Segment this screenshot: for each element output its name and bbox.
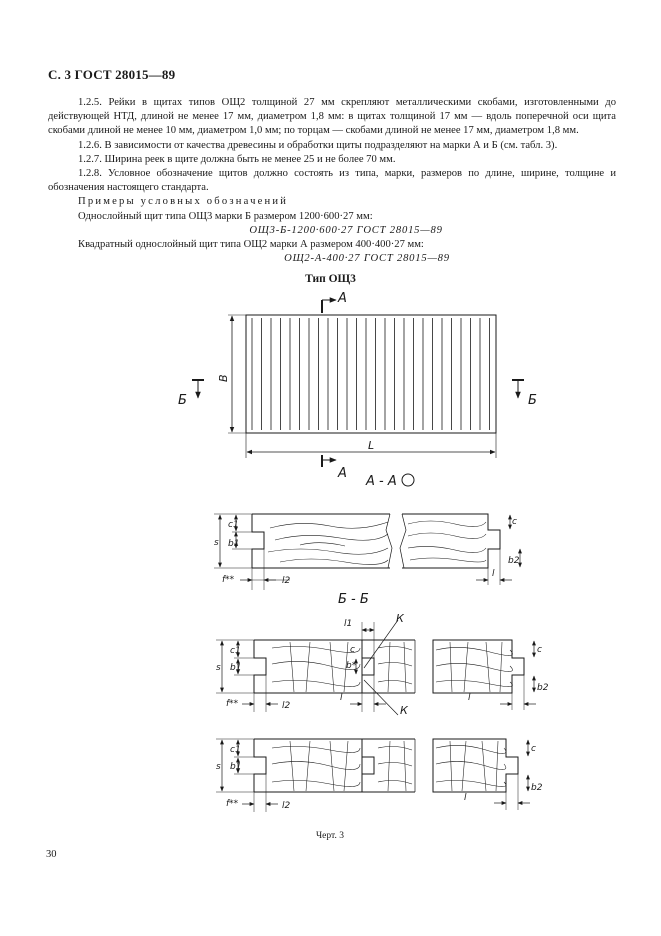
bb1-label-b1: b1 — [230, 663, 242, 673]
section-bb-upper — [216, 620, 536, 715]
bb2-right-grain — [436, 741, 506, 791]
label-b-left: Б — [178, 393, 187, 408]
bb1-label-f: f** — [226, 699, 239, 709]
designation-1: ОЩ3-Б-1200·600·27 ГОСТ 28015—89 — [249, 224, 443, 236]
circle-mark — [402, 474, 414, 486]
aa-right-grain — [408, 521, 486, 562]
bb1-label-k-bottom: К — [400, 704, 408, 717]
bb2-label-b1: b1 — [230, 762, 242, 772]
paragraph-1-2-7: 1.2.7. Ширина реек в щите должна быть не менее 25 и не более 70 мм. — [78, 153, 396, 165]
example-1-text: Однослойный щит типа ОЩ3 марки Б размером 1200·600·27 мм: — [78, 210, 373, 222]
bb2-label-c: c — [531, 744, 536, 754]
paragraph-1-2-8: 1.2.8. Условное обозначение щитов должно состоять из типа, марки, размеров по длине, ширине, толщине и обозначения настоящего стандарта. — [48, 168, 616, 194]
bb1-label-l1: l1 — [344, 619, 353, 629]
section-bb-lower — [216, 739, 530, 812]
bb1-label-l: l — [340, 693, 343, 703]
aa-label-l2: l2 — [282, 576, 291, 586]
bb1-right-grain — [436, 642, 513, 692]
plan-view — [192, 300, 524, 467]
paragraph-1-2-5: 1.2.5. Рейки в щитах типов ОЩ2 толщиной 27 мм скрепляют металлическими скобами, изготовленными до действующей НТД, длиной не менее 17 мм, диаметром 1,8 мм: в щитах толщиной 17 мм — вдоль поперечной оси щита скобами длиной не менее 10 мм, диаметром 1,0 мм; по торцам — скобами длиной не менее 17 мм, диаметром 1,8 мм. — [48, 97, 616, 137]
bb1-label-b-star: b* — [346, 661, 357, 671]
aa-label-b2: b2 — [508, 556, 520, 566]
aa-label-l: l — [492, 569, 495, 579]
examples-heading: Примеры условных обозначений — [78, 196, 289, 208]
bb1-label-c1: c1 — [230, 646, 241, 656]
aa-label-c: c — [512, 517, 517, 527]
label-dim-l: L — [368, 439, 375, 452]
aa-label-f: f** — [222, 575, 235, 585]
aa-label-b1: b1 — [228, 539, 240, 549]
panel-slats — [252, 318, 490, 430]
example-2-text: Квадратный однослойный щит типа ОЩ2 марки А размером 400·400·27 мм: — [78, 239, 424, 251]
bb1-label-b2: b2 — [537, 683, 549, 693]
label-section-aa: А - А — [366, 474, 397, 489]
bb2-left-profile — [254, 739, 415, 792]
aa-label-c1: c1 — [228, 520, 239, 530]
bb1-label-s: s — [216, 663, 221, 673]
label-a-top: А — [338, 291, 347, 306]
page-header: С. 3 ГОСТ 28015—89 — [48, 67, 176, 82]
label-b-right: Б — [528, 393, 537, 408]
label-a-bottom: А — [338, 466, 347, 481]
aa-label-s: s — [214, 538, 219, 548]
bb1-label-c: c — [350, 645, 355, 655]
drawing-title: Тип ОЩ3 — [305, 273, 356, 285]
bb1-label-l2: l2 — [282, 701, 291, 711]
bb2-label-c1: c1 — [230, 745, 241, 755]
page-number: 30 — [46, 849, 57, 860]
bb2-label-b2: b2 — [531, 783, 543, 793]
bb2-grain — [272, 741, 412, 791]
bb1-label-k-top: К — [396, 612, 404, 625]
bb2-label-s: s — [216, 762, 221, 772]
aa-left-profile — [252, 514, 390, 568]
label-section-bb: Б - Б — [338, 592, 369, 607]
bb1-grain — [272, 642, 412, 692]
bb1-label-c-right: c — [537, 645, 542, 655]
bb2-label-f: f** — [226, 799, 239, 809]
aa-left-grain — [268, 522, 388, 565]
section-aa-view — [214, 514, 520, 590]
bb2-label-l2: l2 — [282, 801, 291, 811]
bb2-label-l: l — [464, 793, 467, 803]
label-dim-b: B — [217, 374, 230, 382]
drawing-caption: Черт. 3 — [316, 831, 344, 841]
paragraph-1-2-6: 1.2.6. В зависимости от качества древесины и обработки щиты подразделяют на марки А и Б (см. табл. 3). — [78, 139, 558, 151]
panel-outline — [246, 315, 496, 433]
bb1-label-l-right: l — [468, 693, 471, 703]
designation-2: ОЩ2-А-400·27 ГОСТ 28015—89 — [284, 253, 450, 265]
